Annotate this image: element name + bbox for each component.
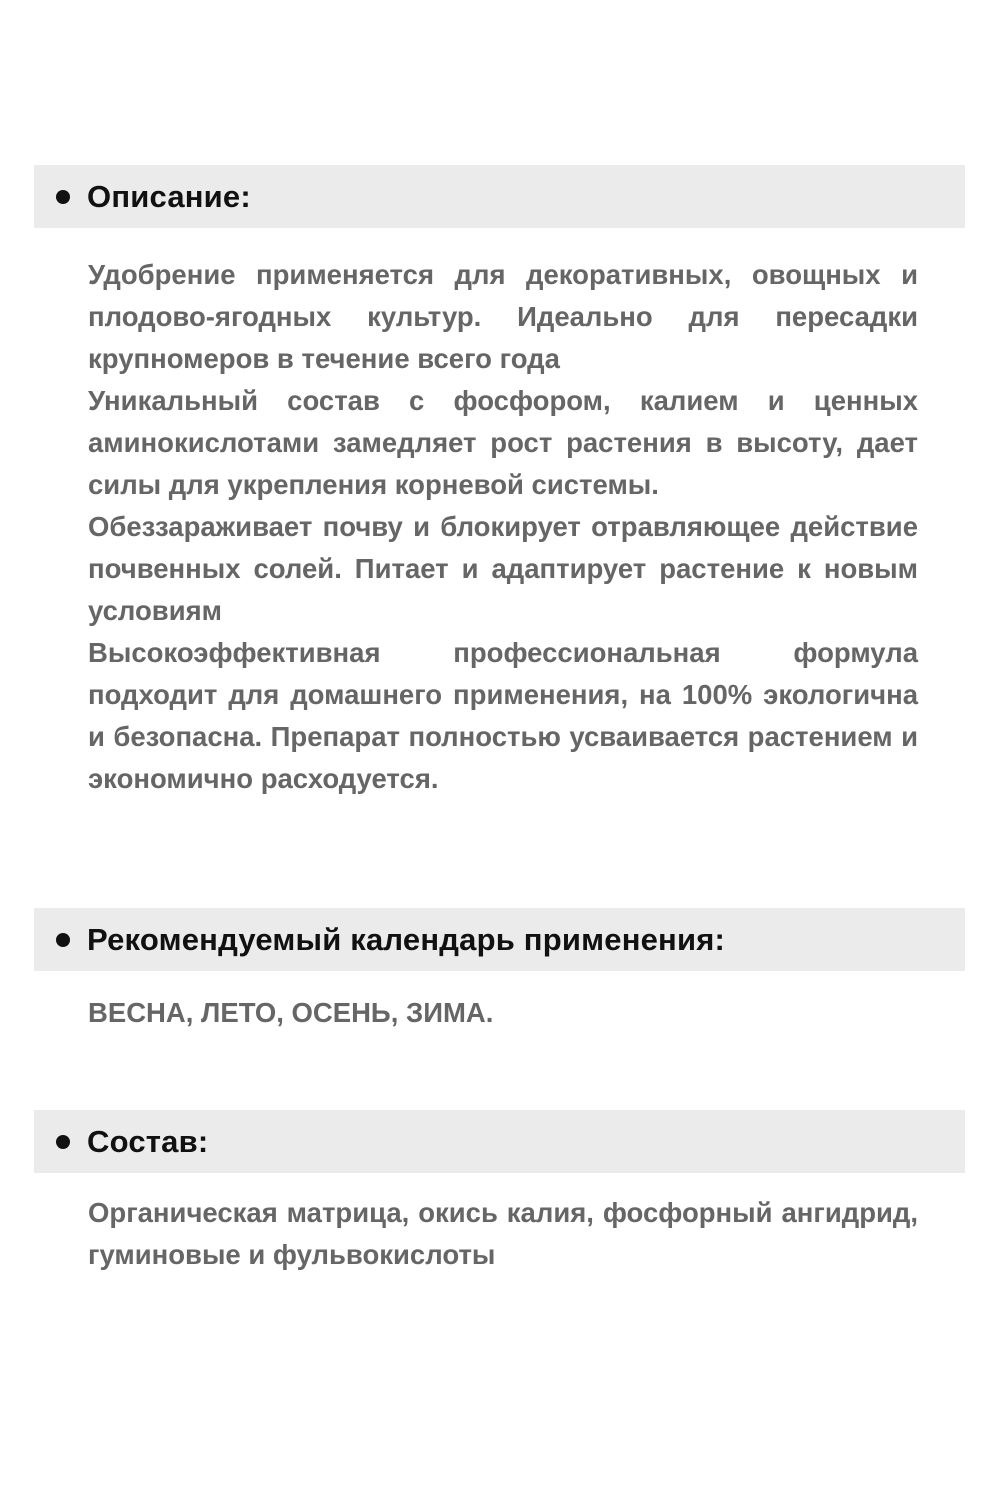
calendar-title: Рекомендуемый календарь применения: xyxy=(87,921,726,957)
description-paragraph: Высокоэффективная профессиональная формула подходит для домашнего применения, на 100% экологична и безопасна. Препарат полностью усваивается растением и экономично расходуется. xyxy=(88,637,918,794)
description-paragraph: Удобрение применяется для декоративных, овощных и плодово-ягодных культур. Идеально для пересадки крупномеров в течение всего года xyxy=(88,259,918,374)
description-header xyxy=(34,165,965,228)
calendar-body xyxy=(88,992,918,1034)
composition-title: Состав: xyxy=(87,1123,209,1159)
description-paragraph: Обеззараживает почву и блокирует отравляющее действие почвенных солей. Питает и адаптирует растение к новым условиям xyxy=(88,511,918,626)
description-paragraph: Уникальный состав с фосфором, калием и ценных аминокислотами замедляет рост растения в высоту, дает силы для укрепления корневой системы. xyxy=(88,385,918,500)
calendar-header xyxy=(34,908,965,971)
composition-body xyxy=(88,1192,918,1276)
calendar-seasons: ВЕСНА, ЛЕТО, ОСЕНЬ, ЗИМА. xyxy=(88,997,494,1028)
bullet-icon xyxy=(56,933,70,947)
description-body xyxy=(88,254,918,800)
composition-header xyxy=(34,1110,965,1173)
composition-text: Органическая матрица, окись калия, фосфорный ангидрид, гуминовые и фульвокислоты xyxy=(88,1197,918,1270)
bullet-icon xyxy=(56,190,70,204)
bullet-icon xyxy=(56,1135,70,1149)
description-title: Описание: xyxy=(87,178,251,214)
